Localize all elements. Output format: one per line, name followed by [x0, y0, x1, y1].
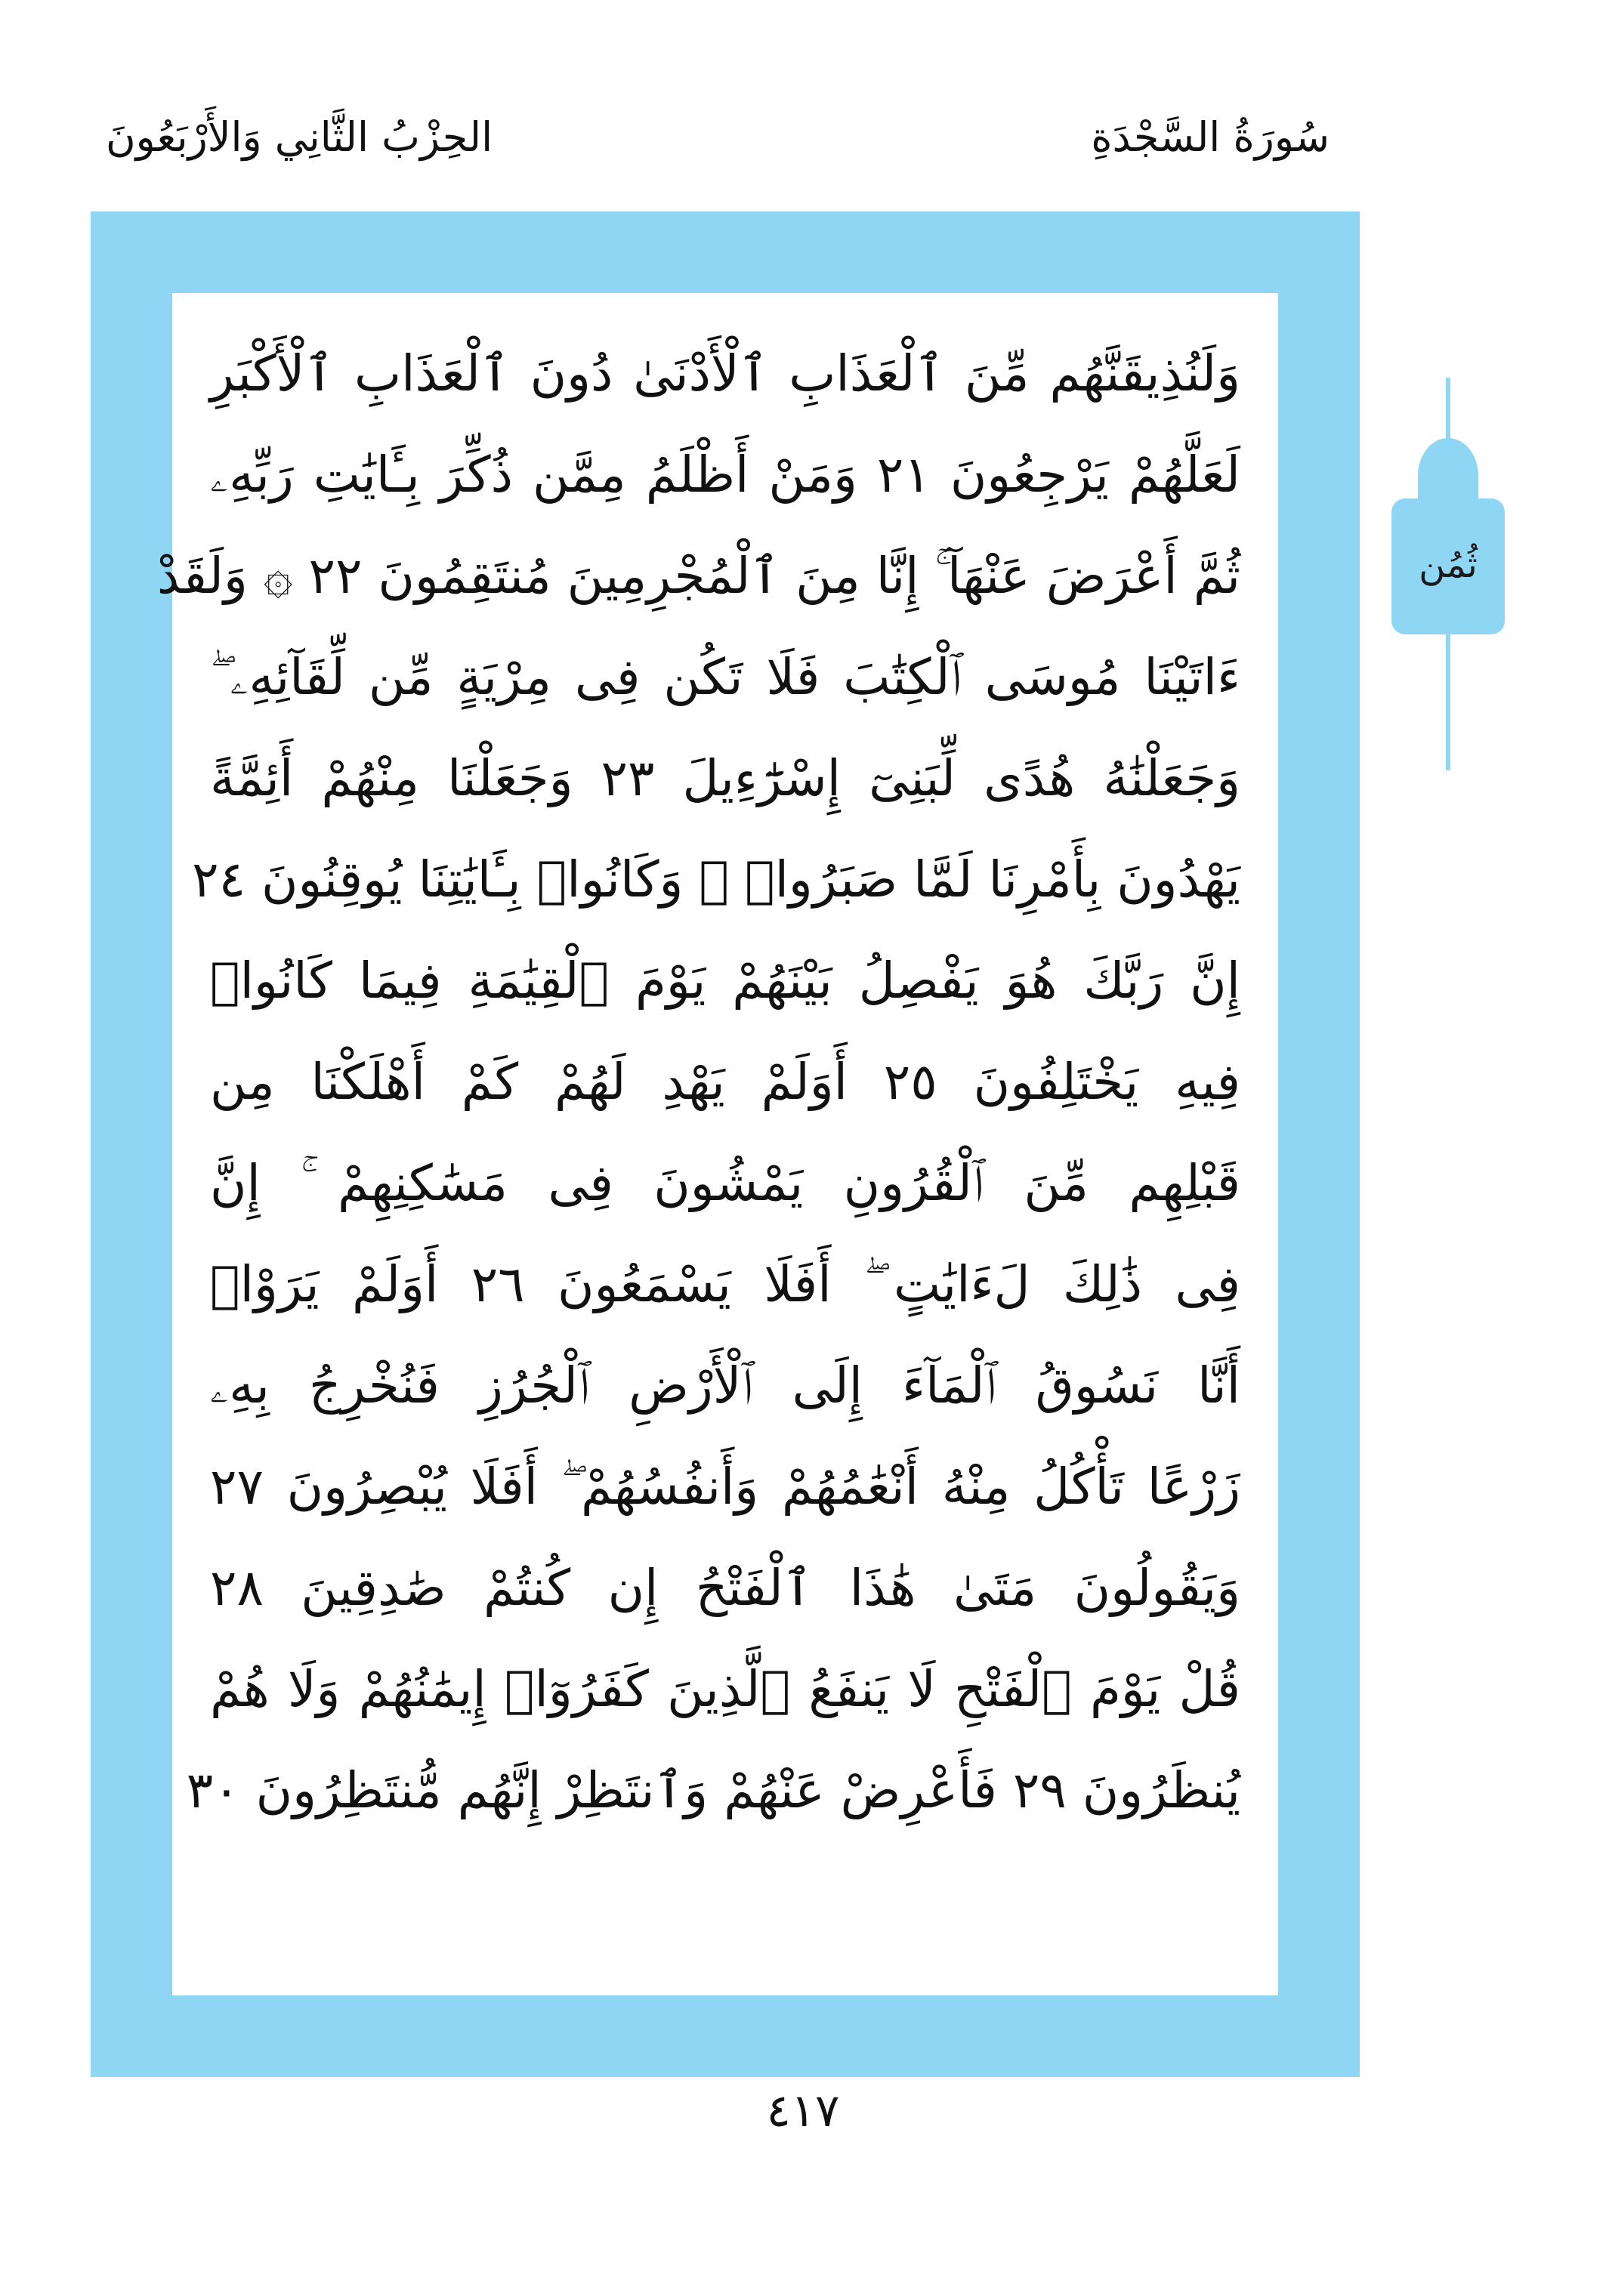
verse-line: ءَاتَيْنَا مُوسَى ٱلْكِتَٰبَ فَلَا تَكُن فِى مِرْيَةٍ مِّن لِّقَآئِهِۦ ۖ: [210, 648, 1240, 706]
marker-label: ثُمُن: [1419, 544, 1478, 586]
surah-title: سُورَةُ السَّجْدَةِ: [1091, 113, 1330, 161]
verse-line: زَرْعًا تَأْكُلُ مِنْهُ أَنْعَٰمُهُمْ وَأَنفُسُهُمْ ۖ أَفَلَا يُبْصِرُونَ ٢٧: [210, 1458, 1240, 1516]
verse-line: قَبْلِهِم مِّنَ ٱلْقُرُونِ يَمْشُونَ فِى مَسَٰكِنِهِمْ ۚ إِنَّ: [210, 1154, 1240, 1212]
thumun-marker: [1391, 378, 1505, 770]
page-header: [106, 113, 1330, 181]
text-panel: [156, 293, 1278, 1995]
verse-line: وَجَعَلْنَٰهُ هُدًى لِّبَنِىٓ إِسْرَٰٓءِيلَ ٢٣ وَجَعَلْنَا مِنْهُمْ أَئِمَّةً: [210, 749, 1240, 807]
page-number: ٤١٧: [766, 2085, 840, 2137]
hizb-title: الحِزْبُ الثَّانِي وَالأَرْبَعُونَ: [106, 113, 493, 161]
verse-line: فِى ذَٰلِكَ لَءَايَٰتٍ ۖ أَفَلَا يَسْمَعُونَ ٢٦ أَوَلَمْ يَرَوْا۟: [210, 1255, 1240, 1313]
verse-line: ثُمَّ أَعْرَضَ عَنْهَآ ۚ إِنَّا مِنَ ٱلْمُجْرِمِينَ مُنتَقِمُونَ ٢٢ ۞ وَلَقَدْ: [156, 547, 1240, 605]
verse-lines: [156, 323, 1240, 1965]
verse-line: قُلْ يَوْمَ ٱلْفَتْحِ لَا يَنفَعُ ٱلَّذِينَ كَفَرُوٓا۟ إِيمَٰنُهُمْ وَلَا هُمْ: [210, 1660, 1240, 1718]
verse-line: فِيهِ يَخْتَلِفُونَ ٢٥ أَوَلَمْ يَهْدِ لَهُمْ كَمْ أَهْلَكْنَا مِن: [210, 1053, 1240, 1111]
verse-line: إِنَّ رَبَّكَ هُوَ يَفْصِلُ بَيْنَهُمْ يَوْمَ ٱلْقِيَٰمَةِ فِيمَا كَانُوا۟: [210, 952, 1240, 1010]
verse-line: يُنظَرُونَ ٢٩ فَأَعْرِضْ عَنْهُمْ وَٱنتَظِرْ إِنَّهُم مُّنتَظِرُونَ ٣٠: [186, 1761, 1240, 1819]
verse-line: أَنَّا نَسُوقُ ٱلْمَآءَ إِلَى ٱلْأَرْضِ ٱلْجُرُزِ فَنُخْرِجُ بِهِۦ: [210, 1356, 1240, 1415]
verse-line: لَعَلَّهُمْ يَرْجِعُونَ ٢١ وَمَنْ أَظْلَمُ مِمَّن ذُكِّرَ بِـَٔايَٰتِ رَبِّهِۦ: [210, 446, 1240, 504]
verse-line: وَيَقُولُونَ مَتَىٰ هَٰذَا ٱلْفَتْحُ إِن كُنتُمْ صَٰدِقِينَ ٢٨: [210, 1559, 1240, 1617]
decorative-frame: [91, 211, 1360, 2077]
verse-line: وَلَنُذِيقَنَّهُم مِّنَ ٱلْعَذَابِ ٱلْأَدْنَىٰ دُونَ ٱلْعَذَابِ ٱلْأَكْبَرِ: [210, 344, 1240, 403]
verse-line: يَهْدُونَ بِأَمْرِنَا لَمَّا صَبَرُوا۟ ۖ وَكَانُوا۟ بِـَٔايَٰتِنَا يُوقِنُونَ ٢٤: [192, 850, 1240, 909]
